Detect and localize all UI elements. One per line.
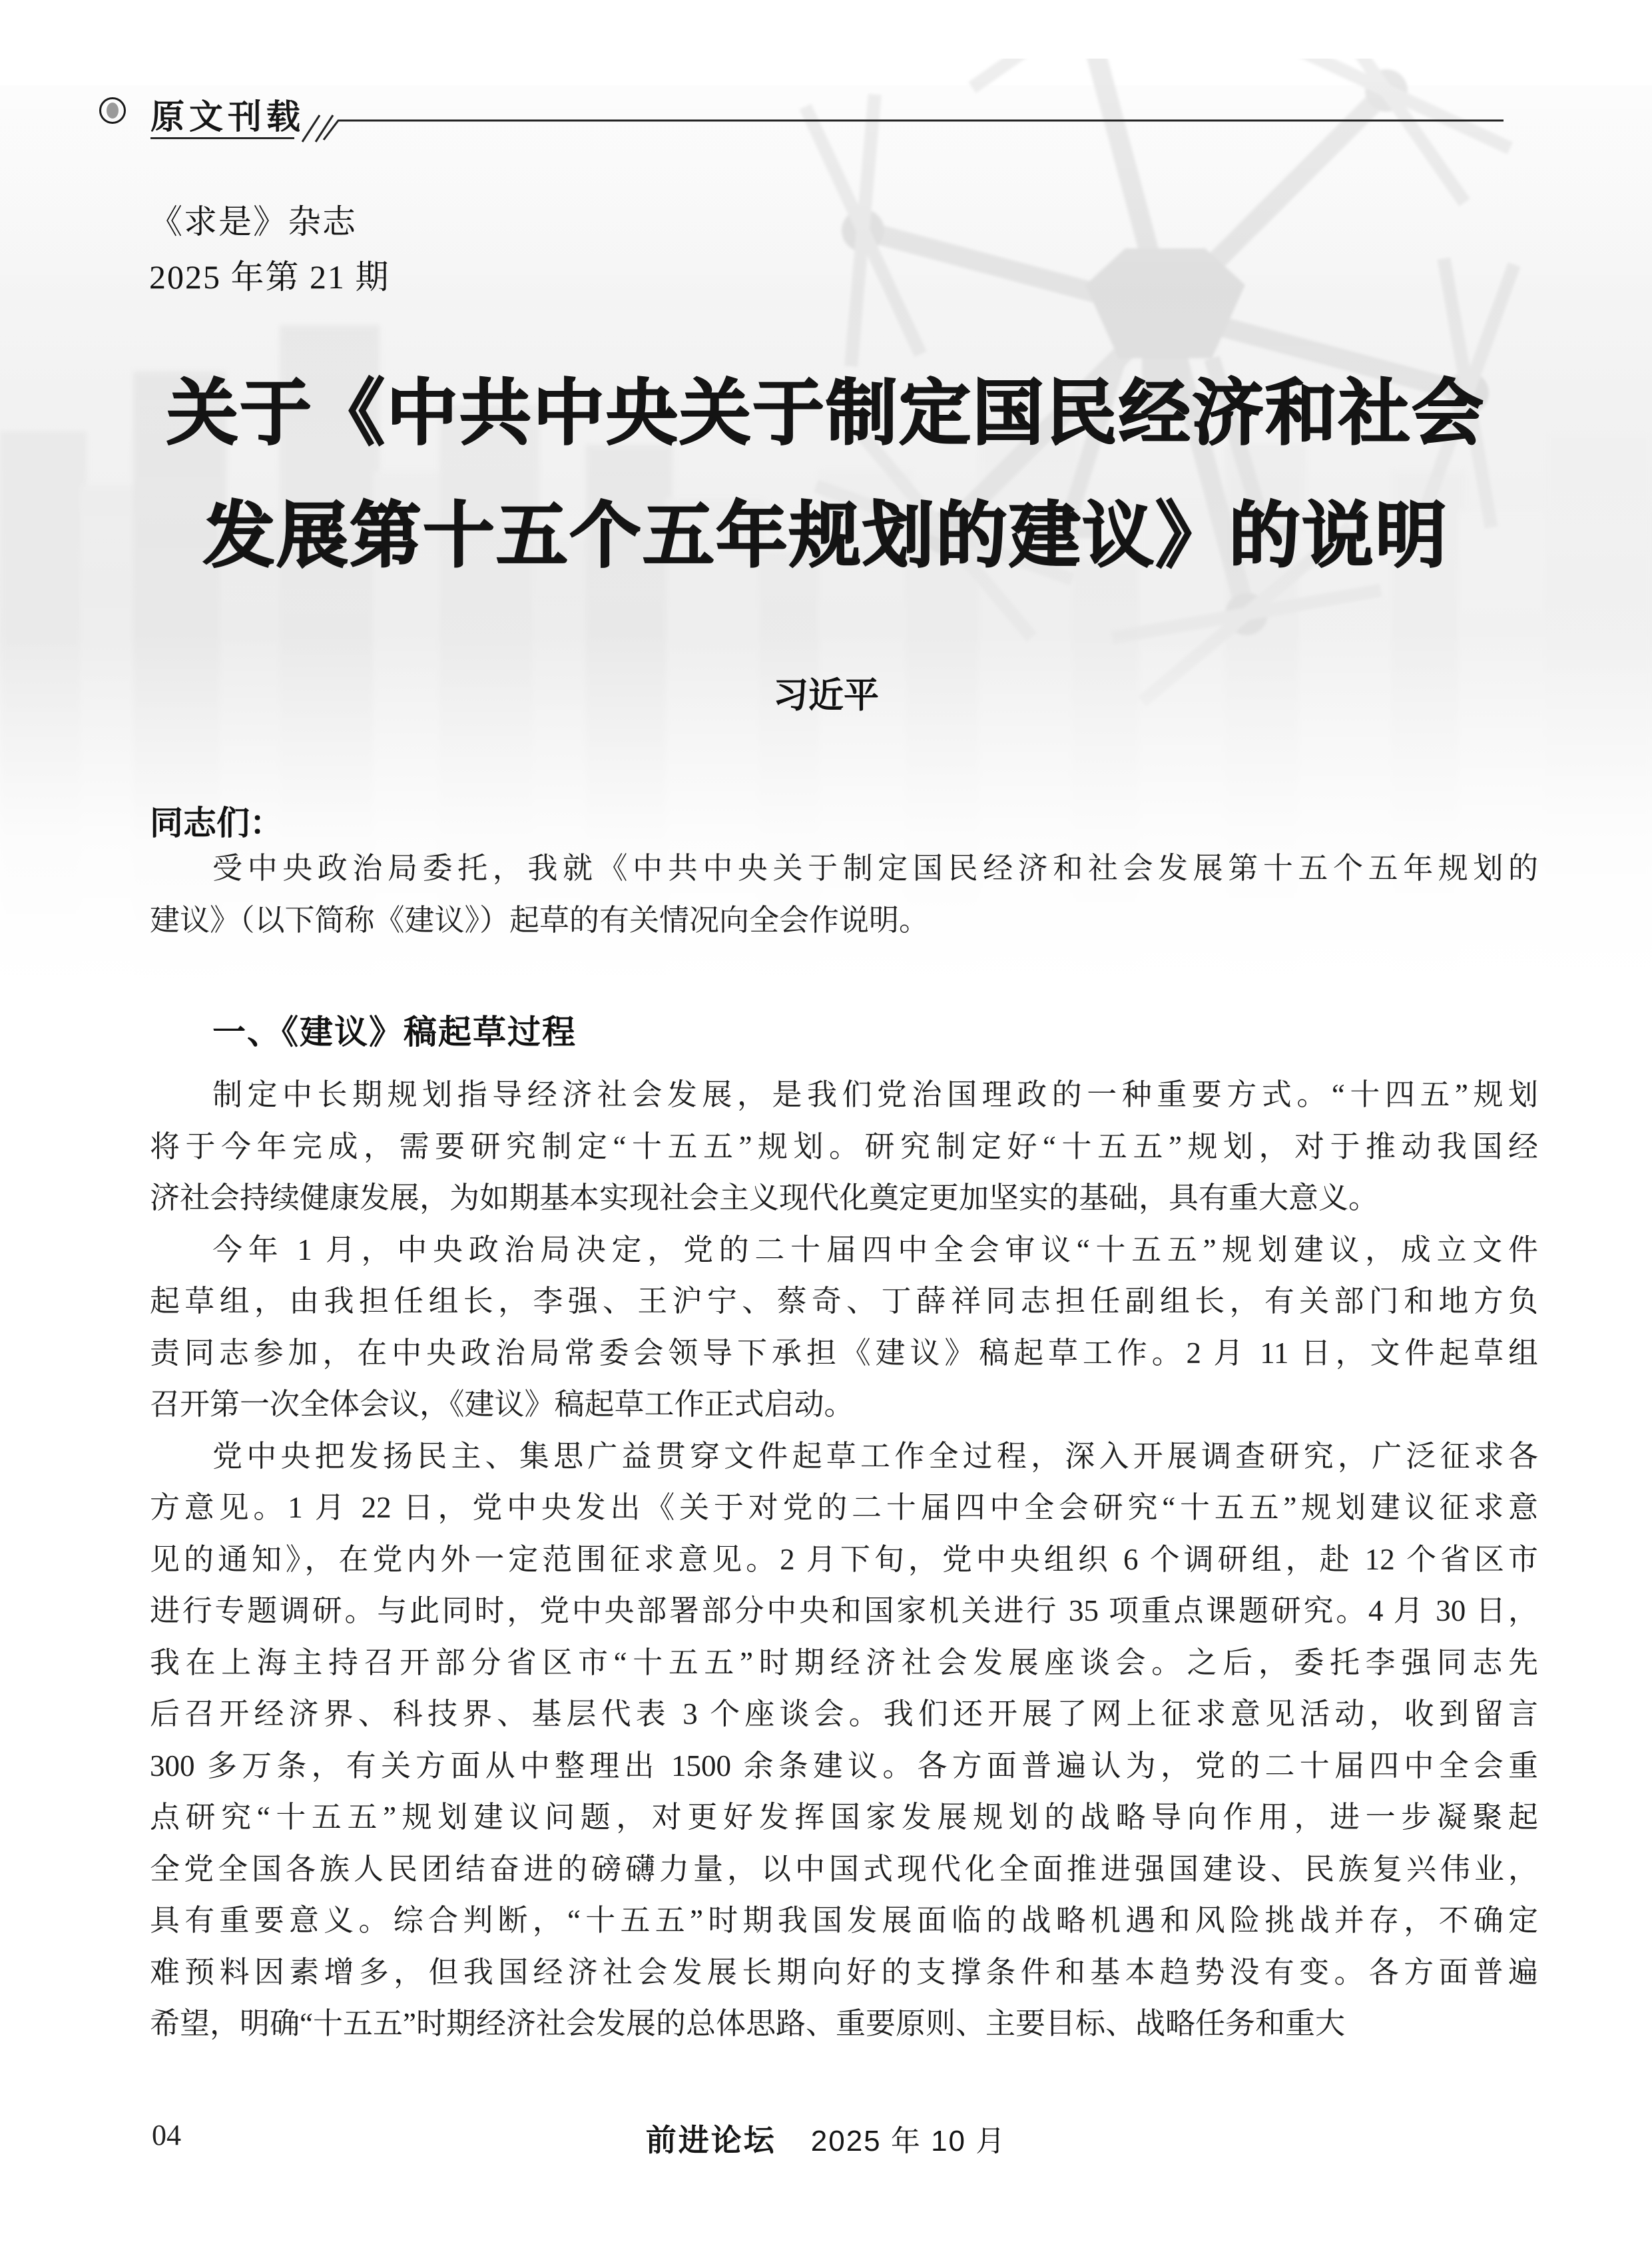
footer-journal-line (0, 2116, 1652, 2160)
footer-journal-name: 前进论坛 (645, 2123, 776, 2157)
body-text-line: 进行专题调研。与此同时，党中央部署部分中央和国家机关进行 35 项重点课题研究。4 月 30 日， (150, 1594, 1538, 1627)
body-text-line: 我在上海主持召开部分省区市“十五五”时期经济社会发展座谈会。之后，委托李强同志先 (150, 1645, 1538, 1679)
article-title-line2: 发展第十五个五年规划的建议》的说明 (203, 495, 1449, 575)
body-text-line: 党中央把发扬民主、集思广益贯穿文件起草工作全过程，深入开展调查研究，广泛征求各 (212, 1439, 1538, 1473)
header-bullet-icon (99, 97, 126, 124)
source-issue: 2025 年第 21 期 (149, 258, 390, 296)
body-text-line: 济社会持续健康发展，为如期基本实现社会主义现代化奠定更加坚实的基础，具有重大意义。 (150, 1181, 1379, 1215)
header-bullet-inner (107, 103, 119, 119)
body-text-line: 见的通知》，在党内外一定范围征求意见。2 月下旬，党中央组织 6 个调研组，赴 12 个省区市 (150, 1542, 1538, 1576)
salutation: 同志们： (150, 804, 283, 842)
header-short-rule (150, 137, 294, 139)
intro-paragraph (150, 843, 1538, 946)
body-text-line: 具有重要意义。综合判断，“十五五”时期我国发展面临的战略机遇和风险挑战并存，不确定 (150, 1904, 1538, 1937)
header-rule-decoration (293, 105, 1512, 146)
body-text-line: 全党全国各族人民团结奋进的磅礴力量，以中国式现代化全面推进强国建设、民族复兴伟业， (150, 1852, 1538, 1886)
source-magazine: 《求是》杂志 (149, 203, 357, 240)
article-title (0, 352, 1652, 597)
article-title-line1: 关于《中共中央关于制定国民经济和社会 (166, 373, 1486, 453)
article-author: 习近平 (773, 676, 879, 715)
body-text-line: 起草组，由我担任组长，李强、王沪宁、蔡奇、丁薛祥同志担任副组长，有关部门和地方负 (150, 1284, 1538, 1318)
source-info (149, 194, 390, 305)
body-text-line: 希望，明确“十五五”时期经济社会发展的总体思路、重要原则、主要目标、战略任务和重大 (150, 2007, 1345, 2040)
body-text-line: 责同志参加，在中央政治局常委会领导下承担《建议》稿起草工作。2 月 11 日，文件起草组 (150, 1336, 1538, 1370)
body-text-line: 300 多万条，有关方面从中整理出 1500 余条建议。各方面普遍认为，党的二十届四中全会重 (150, 1749, 1538, 1783)
page-number: 04 (152, 2119, 181, 2151)
body-text-line: 将于今年完成，需要研究制定“十五五”规划。研究制定好“十五五”规划，对于推动我国经 (150, 1129, 1538, 1163)
body-text-line: 点研究“十五五”规划建议问题，对更好发挥国家发展规划的战略导向作用，进一步凝聚起 (150, 1801, 1538, 1834)
footer-issue-date: 2025 年 10 月 (810, 2125, 1007, 2157)
body-text-line: 建议》（以下简称《建议》）起草的有关情况向全会作说明。 (150, 903, 930, 937)
body-text-line: 受中央政治局委托，我就《中共中央关于制定国民经济和社会发展第十五个五年规划的 (212, 852, 1538, 885)
body-text-line: 今年 1 月，中央政治局决定，党的二十届四中全会审议“十五五”规划建议，成立文件 (212, 1233, 1538, 1266)
body-text-line: 后召开经济界、科技界、基层代表 3 个座谈会。我们还开展了网上征求意见活动，收到留言 (150, 1697, 1538, 1731)
section-heading: 一、《建议》稿起草过程 (212, 1013, 577, 1051)
body-text-line: 制定中长期规划指导经济社会发展，是我们党治国理政的一种重要方式。“十四五”规划 (212, 1078, 1538, 1111)
body-text-line: 召开第一次全体会议，《建议》稿起草工作正式启动。 (150, 1388, 854, 1421)
body-text-line: 难预料因素增多，但我国经济社会发展长期向好的支撑条件和基本趋势没有变。各方面普遍 (150, 1955, 1538, 1989)
column-header-label: 原文刊载 (150, 98, 306, 136)
body-text-line: 方意见。1 月 22 日，党中央发出《关于对党的二十届四中全会研究“十五五”规划建议征求意 (150, 1491, 1538, 1524)
section-body (150, 1069, 1538, 2050)
